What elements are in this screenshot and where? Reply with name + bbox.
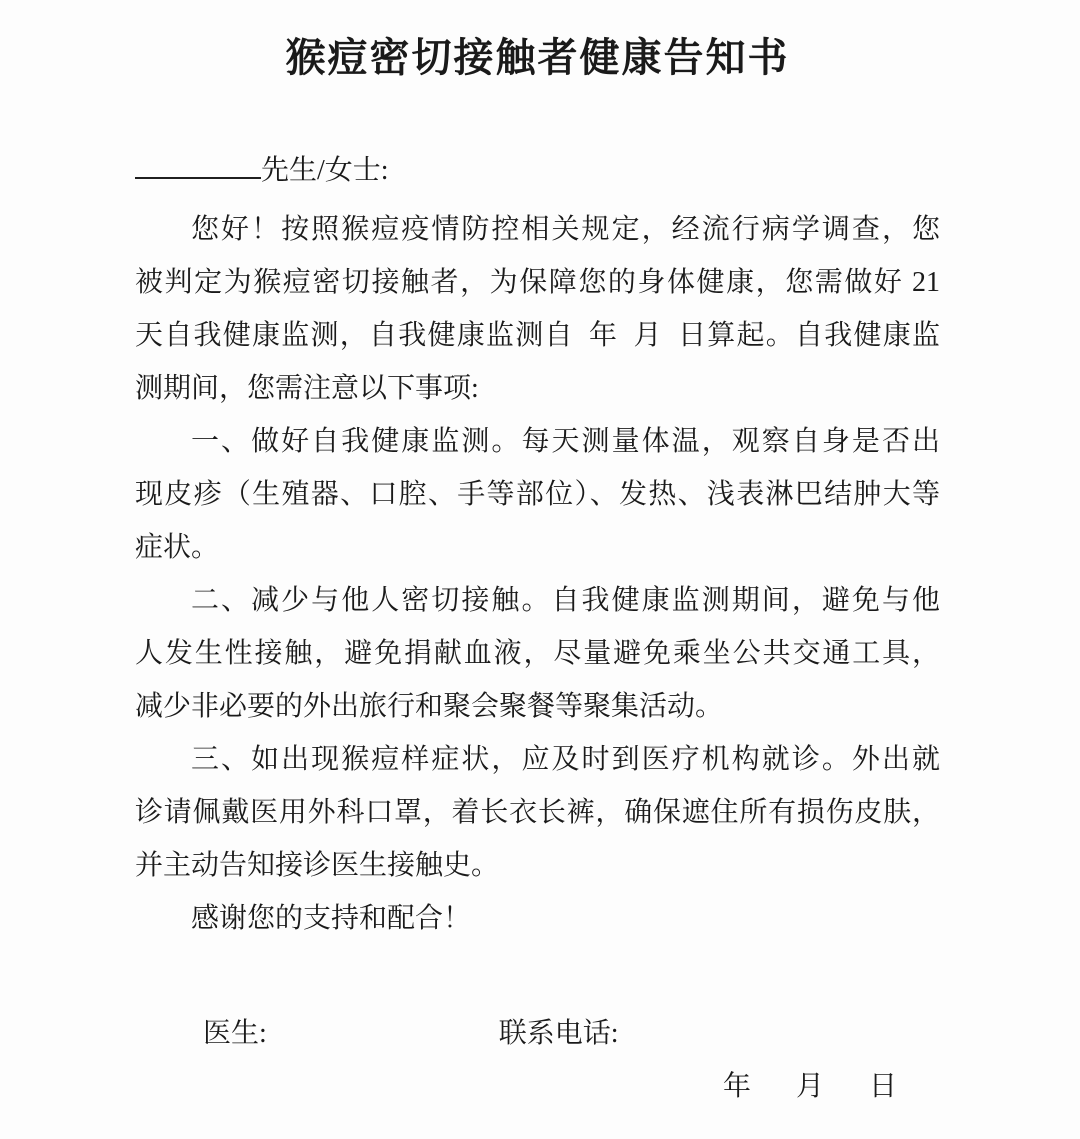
body-line: 测期间，您需注意以下事项: bbox=[135, 373, 479, 404]
body-line: 人发生性接触，避免捐献血液，尽量避免乘坐公共交通工具， bbox=[135, 638, 940, 669]
body-line: 减少非必要的外出旅行和聚会聚餐等聚集活动。 bbox=[135, 691, 724, 722]
body-line: 一、做好自我健康监测。每天测量体温，观察自身是否出 bbox=[191, 426, 940, 457]
year-label: 年 bbox=[722, 1071, 751, 1102]
signature-row bbox=[135, 1007, 940, 1060]
day-label: 日 bbox=[868, 1071, 897, 1102]
body-line: 并主动告知接诊医生接触史。 bbox=[135, 850, 500, 881]
body-line: 现皮疹（生殖器、口腔、手等部位）、发热、浅表淋巴结肿大等 bbox=[135, 479, 940, 510]
body-line: 您好！按照猴痘疫情防控相关规定，经流行病学调查，您 bbox=[191, 214, 940, 245]
date-row bbox=[135, 1060, 940, 1113]
body-line: 二、减少与他人密切接触。自我健康监测期间，避免与他 bbox=[191, 585, 940, 616]
body-line: 感谢您的支持和配合！ bbox=[191, 903, 472, 934]
month-label: 月 bbox=[795, 1071, 824, 1102]
body-line: 三、如出现猴痘样症状，应及时到医疗机构就诊。外出就 bbox=[191, 744, 940, 775]
doctor-label: 医生: bbox=[203, 1018, 267, 1049]
name-blank-underline bbox=[135, 177, 261, 179]
body-line: 诊请佩戴医用外科口罩，着长衣长裤，确保遮住所有损伤皮肤， bbox=[135, 797, 940, 828]
salutation-line bbox=[135, 144, 940, 197]
phone-label: 联系电话: bbox=[498, 1018, 619, 1049]
body-line: 被判定为猴痘密切接触者，为保障您的身体健康，您需做好 21 bbox=[135, 267, 940, 298]
document-title: 猴痘密切接触者健康告知书 bbox=[285, 35, 790, 80]
body-line: 天自我健康监测，自我健康监测自 年 月 日算起。自我健康监 bbox=[135, 320, 940, 351]
salutation-label: 先生/女士: bbox=[261, 155, 389, 186]
body-line: 症状。 bbox=[135, 532, 220, 563]
document-body bbox=[135, 203, 940, 945]
